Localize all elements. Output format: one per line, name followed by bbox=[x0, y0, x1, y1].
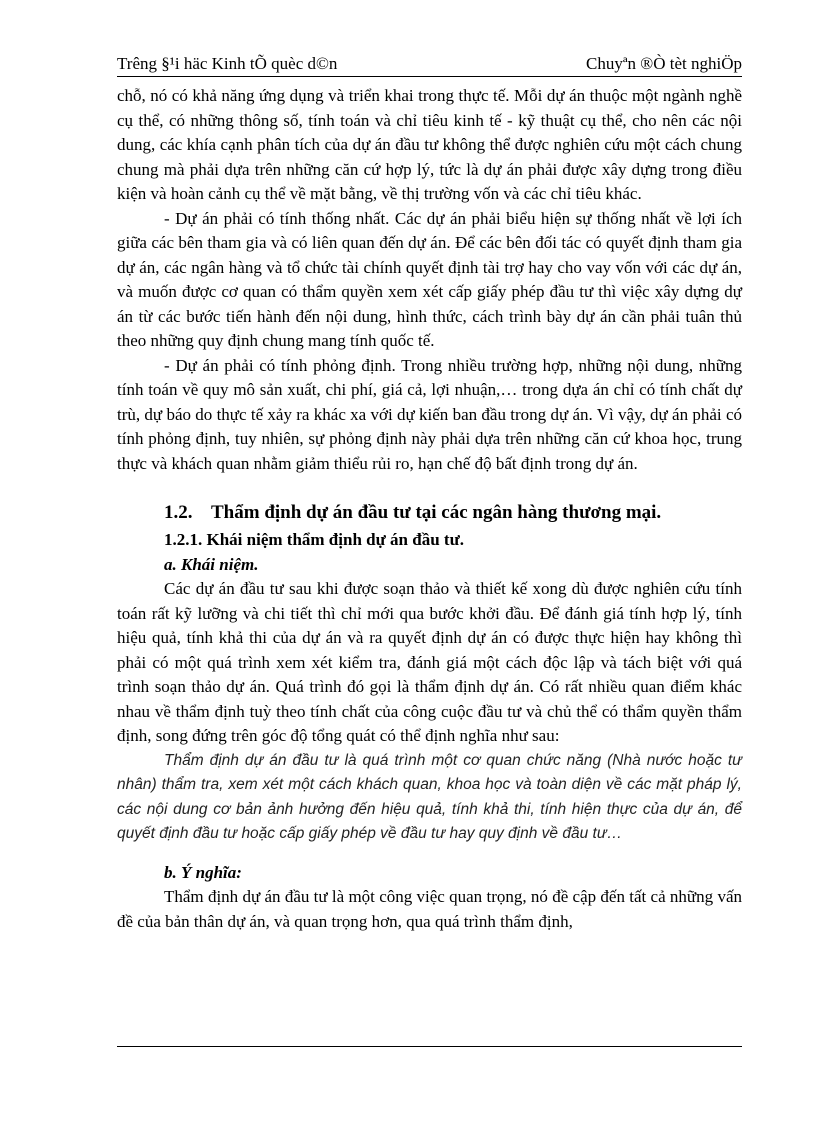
section-title: Thẩm định dự án đầu tư tại các ngân hàng thương mại. bbox=[211, 502, 662, 523]
definition-paragraph: Thẩm định dự án đầu tư là quá trình một cơ quan chức năng (Nhà nước hoặc tư nhân) thẩm tra, xem xét một cách khách quan, khoa học và toàn diện về các mặt pháp lý, các nội dung cơ bản ảnh hưởng đến hiệu quả, tính khả thi, tính hiện thực của dự án, để quyết định đầu tư hoặc cấp giấy phép về đầu tư hay quy định về đầu tư… bbox=[117, 751, 742, 842]
header-university: Trêng §¹i häc Kinh tÕ quèc d©n bbox=[117, 54, 338, 73]
heading-b-significance: b. Ý nghĩa: bbox=[164, 862, 242, 882]
paragraph-5: Thẩm định dự án đầu tư là một công việc quan trọng, nó đề cập đến tất cả những vấn đề của bản thân dự án, và quan trọng hơn, qua quá trình thẩm định, bbox=[117, 887, 742, 931]
paragraph-2: - Dự án phải có tính thống nhất. Các dự án phải biểu hiện sự thống nhất về lợi ích giữa các bên tham gia và có liên quan đến dự án. Để các bên đối tác có quyết định tham gia dự án, các ngân hàng và tổ chức tài chính quyết định tài trợ hay cho vay vốn với các dự án, và muốn được cơ quan có thẩm quyền xem xét cấp giấy phép đầu tư thì việc xây dựng dự án từ các bước tiến hành đến nội dung, hình thức, cách trình bày dự án cần phải tuân thủ theo những quy định chung mang tính quốc tế. bbox=[117, 208, 742, 350]
subsection-heading-1-2-1: 1.2.1. Khái niệm thẩm định dự án đầu tư. bbox=[164, 530, 465, 549]
paragraph-4: Các dự án đầu tư sau khi được soạn thảo và thiết kế xong dù được nghiên cứu tính toán rất kỹ lưỡng và chi tiết thì chỉ mới qua bước khởi đầu. Để đánh giá tính hợp lý, tính hiệu quả, tính khả thi của dự án và ra quyết định dự án có được thực hiện hay không thì phải có một quá trình xem xét kiểm tra, đánh giá một cách độc lập và tách biệt với quá trình soạn thảo dự án. Quá trình đó gọi là thẩm định dự án. Có rất nhiều quan điểm khác nhau về thẩm định tuỳ theo tính chất của công cuộc đầu tư và chủ thể có thẩm quyền thẩm định, song đứng trên góc độ tổng quát có thể định nghĩa như sau: bbox=[117, 579, 742, 745]
section-number: 1.2. bbox=[164, 502, 193, 523]
header-thesis-title: Chuyªn ®Ò tèt nghiÖp bbox=[586, 54, 742, 73]
paragraph-1: chỗ, nó có khả năng ứng dụng và triển khai trong thực tế. Mỗi dự án thuộc một ngành nghề cụ thể, có những thông số, tính toán và chỉ tiêu kinh tế - kỹ thuật cụ thể, cho nên các nội dung, các khía cạnh phân tích của dự án đầu tư không thể được nghiên cứu một cách chung chung mà phải dựa trên những căn cứ hợp lý, tức là dự án phải được xây dựng trong điều kiện và hoàn cảnh cụ thể về mặt bằng, về thị trường vốn và các chỉ tiêu khác. bbox=[117, 86, 742, 203]
heading-a-concept: a. Khái niệm. bbox=[164, 554, 259, 574]
footer-rule bbox=[117, 1046, 742, 1047]
page-content bbox=[117, 84, 742, 934]
page-header bbox=[117, 52, 742, 77]
section-heading-1-2 bbox=[164, 500, 742, 526]
paragraph-3: - Dự án phải có tính phỏng định. Trong nhiều trường hợp, những nội dung, những tính toán về quy mô sản xuất, chi phí, giá cả, lợi nhuận,… trong dựa án chỉ có tính chất dự trù, dự báo do thực tế xảy ra khác xa với dự kiến ban đầu trong dự án. Vì vậy, dự án phải có tính phỏng định, tuy nhiên, sự phỏng định này phải dựa trên những căn cứ khoa học, trung thực và khách quan nhằm giảm thiểu rủi ro, hạn chế độ bất định trong dự án. bbox=[117, 355, 742, 473]
